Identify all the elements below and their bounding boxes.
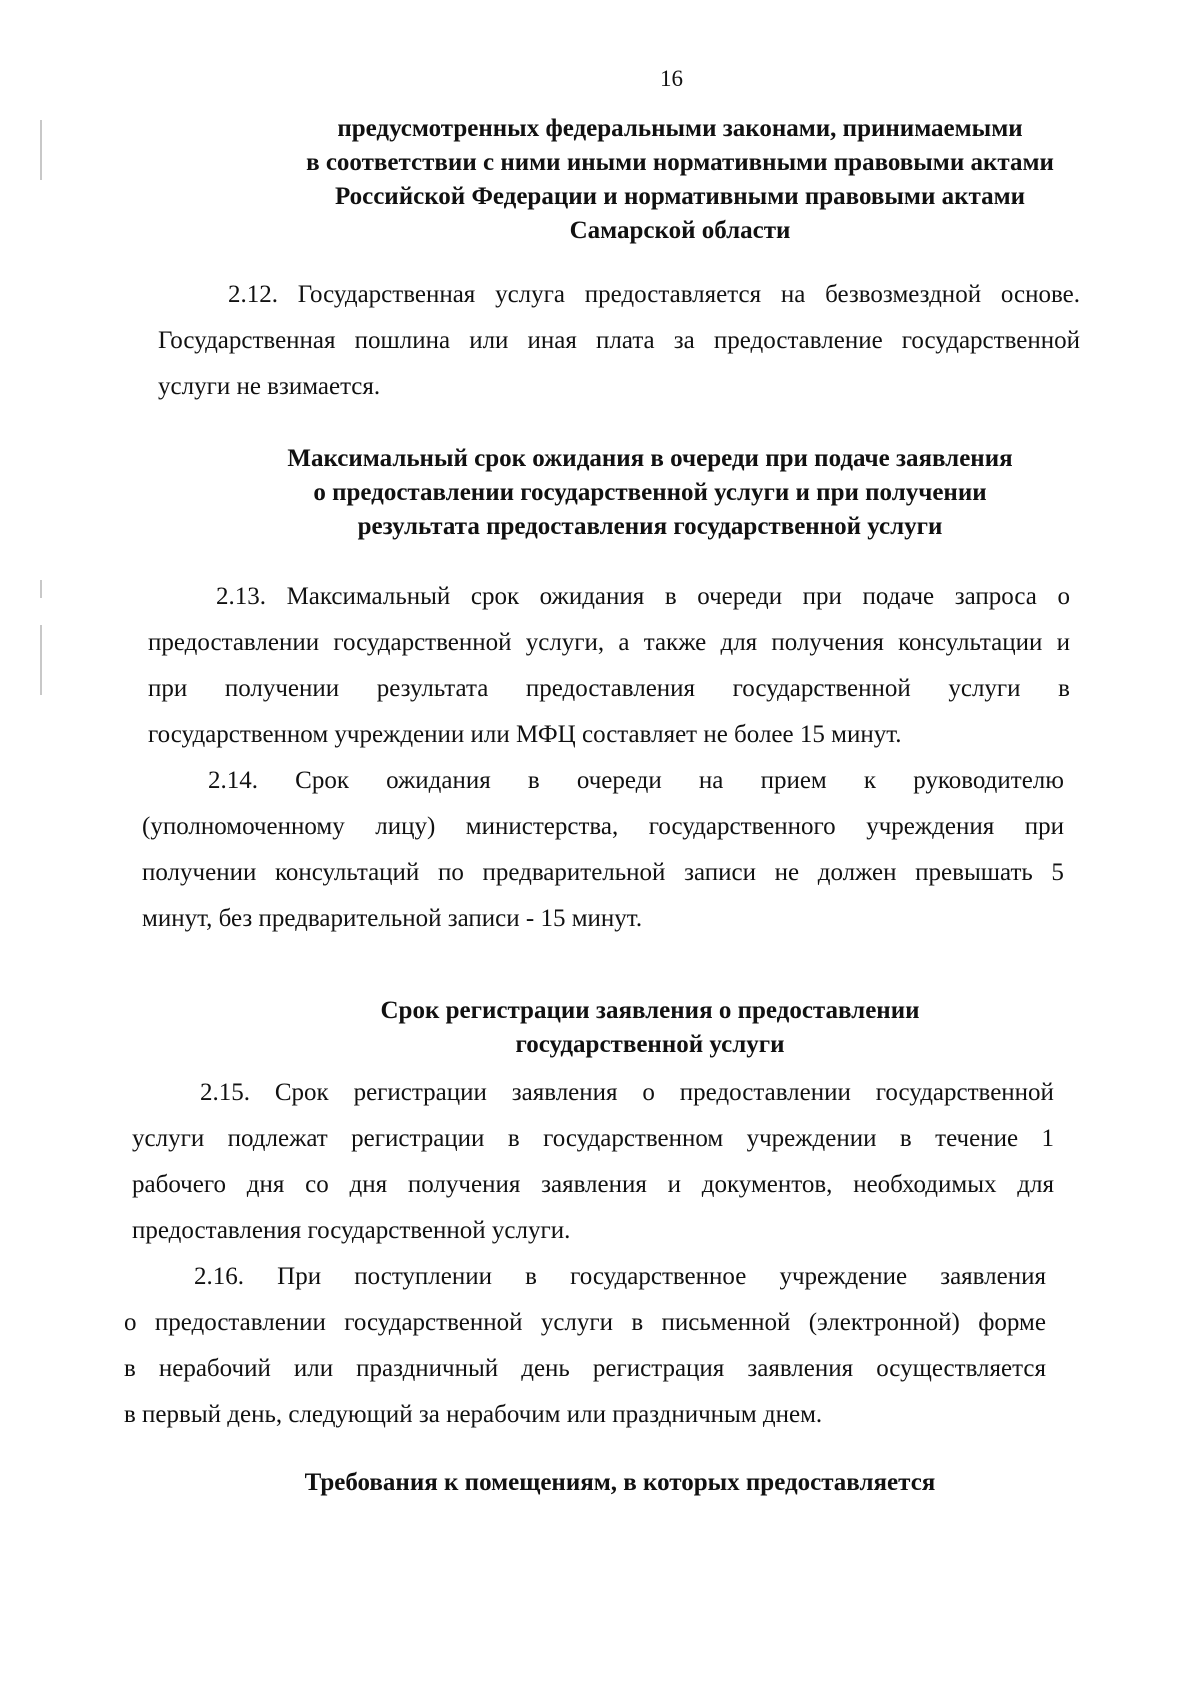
word: 2.15. xyxy=(200,1079,250,1106)
word: регистрация xyxy=(592,1355,725,1382)
word: течение xyxy=(935,1125,1019,1152)
word: консультаций xyxy=(274,859,420,886)
word: учреждение xyxy=(779,1263,908,1290)
paragraph-line xyxy=(124,1254,1046,1300)
word: и xyxy=(667,1171,682,1198)
section-heading-fees xyxy=(270,112,1090,248)
word: предоставлении xyxy=(154,1309,326,1336)
word: заявления xyxy=(541,1171,647,1198)
word: плата xyxy=(596,327,655,354)
paragraph-line xyxy=(124,1300,1046,1346)
paragraph-line xyxy=(158,272,1080,318)
paragraph-2-16 xyxy=(124,1254,1046,1438)
word: дня xyxy=(246,1171,285,1198)
word: услуги xyxy=(132,1125,205,1152)
word: а xyxy=(618,629,630,656)
word: учреждения xyxy=(866,813,995,840)
word: (электронной) xyxy=(808,1309,960,1336)
word: запроса xyxy=(954,583,1037,610)
heading-line: о предоставлении государственной услуги и при получении xyxy=(313,479,987,506)
section-heading-registration xyxy=(250,994,1050,1062)
word: форме xyxy=(978,1309,1046,1336)
word: услуги, xyxy=(525,629,605,656)
word: письменной xyxy=(661,1309,791,1336)
word: 2.12. xyxy=(228,281,278,308)
word: в xyxy=(124,1355,136,1382)
word: к xyxy=(863,767,877,794)
paragraph-line: государственном учреждении или МФЦ составляет не более 15 минут. xyxy=(148,721,902,748)
paragraph-line xyxy=(132,1162,1054,1208)
word: ожидания xyxy=(386,767,491,794)
word: консультации xyxy=(898,629,1043,656)
paragraph-line: в первый день, следующий за нерабочим или праздничным днем. xyxy=(124,1401,823,1428)
scan-artifact xyxy=(40,625,42,695)
word: 2.16. xyxy=(194,1263,244,1290)
word: в xyxy=(664,583,677,610)
paragraph-2-12 xyxy=(158,272,1080,410)
word: также xyxy=(643,629,707,656)
word: о xyxy=(642,1079,655,1106)
scan-artifact xyxy=(40,120,42,180)
heading-line: Самарской области xyxy=(569,217,791,244)
word: государственном xyxy=(543,1125,724,1152)
word: очереди xyxy=(697,583,783,610)
word: предоставление xyxy=(713,327,883,354)
word: о xyxy=(124,1309,137,1336)
word: получения xyxy=(407,1171,521,1198)
word: превышать xyxy=(915,859,1033,886)
word: государственной xyxy=(901,327,1080,354)
word: основе. xyxy=(1000,281,1080,308)
word: нерабочий xyxy=(158,1355,271,1382)
word: государственного xyxy=(648,813,836,840)
word: Срок xyxy=(274,1079,329,1106)
word: праздничный xyxy=(356,1355,499,1382)
word: не xyxy=(774,859,800,886)
paragraph-line xyxy=(148,574,1070,620)
word: иная xyxy=(527,327,577,354)
word: поступлении xyxy=(354,1263,492,1290)
word: государственной xyxy=(732,675,911,702)
heading-line: в соответствии с ними иными нормативными правовыми актами xyxy=(306,149,1054,176)
word: в xyxy=(527,767,540,794)
paragraph-line xyxy=(132,1116,1054,1162)
word: срок xyxy=(470,583,520,610)
word: в xyxy=(631,1309,644,1336)
paragraph-line xyxy=(142,850,1064,896)
word: рабочего xyxy=(132,1171,226,1198)
paragraph-line xyxy=(158,318,1080,364)
word: в xyxy=(525,1263,537,1290)
word: или xyxy=(293,1355,334,1382)
word: предварительной xyxy=(482,859,666,886)
word: получении xyxy=(142,859,257,886)
word: предоставлении xyxy=(679,1079,851,1106)
word: при xyxy=(148,675,188,702)
word: услуга xyxy=(495,281,565,308)
word: 1 xyxy=(1041,1125,1054,1152)
paragraph-line xyxy=(142,758,1064,804)
word: услуги xyxy=(948,675,1021,702)
word: Максимальный xyxy=(286,583,451,610)
paragraph-line xyxy=(148,666,1070,712)
word: Государственная xyxy=(158,327,336,354)
paragraph-2-14 xyxy=(142,758,1064,942)
paragraph-line xyxy=(142,804,1064,850)
word: о xyxy=(1057,583,1070,610)
word: подлежат xyxy=(227,1125,328,1152)
word: и xyxy=(1056,629,1070,656)
word: получения xyxy=(771,629,884,656)
word: при xyxy=(802,583,842,610)
word: за xyxy=(673,327,695,354)
word: необходимых xyxy=(853,1171,997,1198)
word: руководителю xyxy=(913,767,1064,794)
word: государственной xyxy=(344,1309,523,1336)
word: услуги xyxy=(540,1309,614,1336)
word: на xyxy=(780,281,806,308)
paragraph-2-15 xyxy=(132,1070,1054,1254)
word: 2.13. xyxy=(216,583,266,610)
word: заявления xyxy=(747,1355,854,1382)
word: предоставляется xyxy=(584,281,762,308)
word: со xyxy=(305,1171,329,1198)
word: 2.14. xyxy=(208,767,258,794)
word: записи xyxy=(684,859,756,886)
word: предоставлении xyxy=(148,629,320,656)
word: должен xyxy=(817,859,897,886)
heading-line: Требования к помещениям, в которых предоставляется xyxy=(304,1469,936,1496)
word: при xyxy=(1024,813,1064,840)
word: заявления xyxy=(511,1079,618,1106)
word: по xyxy=(437,859,464,886)
word: При xyxy=(277,1263,322,1290)
word: предоставления xyxy=(525,675,696,702)
heading-line: Российской Федерации и нормативными правовыми актами xyxy=(334,183,1026,210)
word: день xyxy=(521,1355,570,1382)
paragraph-2-13 xyxy=(148,574,1070,758)
word: государственное xyxy=(570,1263,747,1290)
paragraph-line: минут, без предварительной записи - 15 минут. xyxy=(142,905,643,932)
paragraph-line: предоставления государственной услуги. xyxy=(132,1217,571,1244)
heading-line: государственной услуги xyxy=(515,1031,785,1058)
paragraph-line xyxy=(132,1070,1054,1116)
word: регистрации xyxy=(351,1125,485,1152)
word: пошлина xyxy=(354,327,451,354)
word: лицу) xyxy=(375,813,436,840)
word: для xyxy=(720,629,758,656)
word: на xyxy=(698,767,724,794)
word: результата xyxy=(376,675,489,702)
word: учреждении xyxy=(746,1125,877,1152)
word: Срок xyxy=(295,767,349,794)
word: Государственная xyxy=(297,281,476,308)
word: государственной xyxy=(333,629,512,656)
word: безвозмездной xyxy=(825,281,982,308)
heading-line: результата предоставления государственной услуги xyxy=(357,513,943,540)
word: министерства, xyxy=(465,813,619,840)
word: 5 xyxy=(1051,859,1064,886)
heading-line: предусмотренных федеральными законами, принимаемыми xyxy=(337,115,1023,142)
scan-artifact xyxy=(40,580,42,598)
page-number: 16 xyxy=(660,66,683,91)
paragraph-line: услуги не взимается. xyxy=(158,373,381,400)
word: получении xyxy=(224,675,340,702)
word: государственной xyxy=(875,1079,1054,1106)
paragraph-line xyxy=(124,1346,1046,1392)
word: ожидания xyxy=(539,583,645,610)
word: в xyxy=(1058,675,1070,702)
section-heading-queue xyxy=(250,442,1050,544)
word: (уполномоченному xyxy=(142,813,345,840)
word: регистрации xyxy=(353,1079,487,1106)
word: в xyxy=(507,1125,520,1152)
word: очереди xyxy=(576,767,662,794)
word: подаче xyxy=(862,583,935,610)
word: прием xyxy=(760,767,827,794)
paragraph-line xyxy=(148,620,1070,666)
word: заявления xyxy=(940,1263,1046,1290)
word: дня xyxy=(349,1171,388,1198)
word: или xyxy=(469,327,509,354)
section-heading-premises xyxy=(240,1466,1000,1500)
word: для xyxy=(1017,1171,1054,1198)
heading-line: Срок регистрации заявления о предоставлении xyxy=(380,997,920,1024)
heading-line: Максимальный срок ожидания в очереди при подаче заявления xyxy=(287,445,1013,472)
word: документов, xyxy=(701,1171,833,1198)
word: в xyxy=(899,1125,912,1152)
word: осуществляется xyxy=(876,1355,1046,1382)
